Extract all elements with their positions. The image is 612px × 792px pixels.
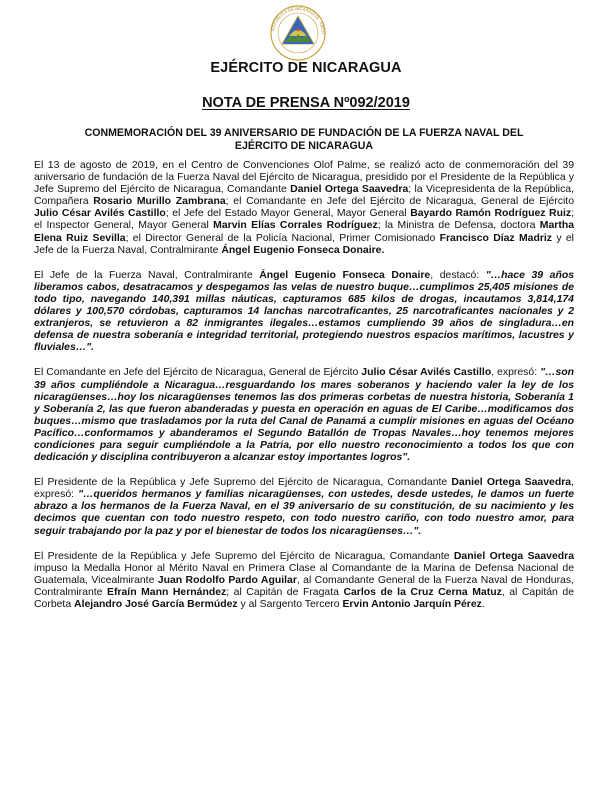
text: ; el Director General de la Policía Nacional, Primer Comisionado [125,232,440,244]
person-name: Efraín Mann Hernández [106,586,227,598]
text: , al Comandante General de la Fuerza Naval de Honduras, Contralmirante [34,574,574,598]
quotation: "…hace 39 años liberamos cabos, desatracamos y despegamos las velas de nuestro buque…cumplimos 25,405 misiones de todo tipo, navegando 140,391 millas náuticas, capturamos 685 kilos de drogas, incautamos 3,814,174 dólares y 100,570 córdobas, capturamos 14 lanchas narcotraficantes, 25 narcotraficantes nacionales y 2 extranjeros, se retuvieron a 82 inmigrantes ilegales…estamos cumpliendo 39 años de singladura…en defensa de nuestra soberanía e integridad territorial, protegiendo nuestros espacios marítimos, lacustres y fluviales…". [34,269,575,354]
person-name: Juan Rodolfo Pardo Aguilar [157,574,297,586]
person-name: Julio César Avilés Castillo [34,208,166,220]
paragraph-4 [34,477,574,537]
paragraph-5 [34,551,574,611]
quotation: "…son 39 años cumpliéndole a Nicaragua…resguardando los mares soberanos y haciendo valer la ley de los nicaragüenses…hoy los nicaragüenses tenemos las dos primeras corbetas de nuestra historia, Soberanía 1 y Soberanía 2, las que fueron abanderadas y puesta en operación en aguas de El Caribe…modificamos dos buques…mismo que trasladamos por la ruta del Canal de Panamá a cumplir misiones en aguas del Océano Pacífico…conformamos y abanderamos el Segundo Batallón de Tropas Navales…hoy tenemos mejores condiciones para seguir cumpliéndole a la Patria, por ello nuestro reconocimiento a todos los que con dedicación y disciplina contribuyeron a alcanzar estoy importantes logros". [34,367,575,464]
text: El Presidente de la República y Jefe Supremo del Ejército de Nicaragua, Comandante [34,550,454,562]
text: , destacó: [430,269,486,281]
person-name: Marvin Elías Corrales Rodríguez [213,220,378,232]
article-body [34,160,574,624]
person-name: Julio César Avilés Castillo [361,367,492,379]
text: y el Jefe de la Fuerza Naval, Contralmirante [34,232,574,256]
person-name: Daniel Ortega Saavedra [290,184,409,196]
person-name: Bayardo Ramón Rodríguez Ruiz [410,208,572,220]
text: y al Sargento Tercero [237,599,343,610]
text: , expresó: [34,477,574,501]
person-name: Ervin Antonio Jarquín Pérez [342,599,482,610]
press-note-label: NOTA DE PRENSA Nº092/2019 [202,95,410,111]
person-name: Daniel Ortega Saavedra [453,550,574,562]
text: El Comandante en Jefe del Ejército de Nicaragua, General de Ejército [34,367,362,379]
text: ; la Vicepresidenta de la República, Compañera [34,184,575,208]
paragraph-1 [34,160,574,257]
text: ; la Ministra de Defensa, doctora [377,220,540,232]
person-name: Martha Elena Ruiz Sevilla [34,220,574,244]
text: ; el Comandante en Jefe del Ejército de Nicaragua, General de Ejército [225,196,575,208]
person-name: Alejandro José García Bermúdez [74,599,238,610]
person-name: Francisco Díaz Madriz [439,232,553,244]
text: ; el Jefe del Estado Mayor General, Mayor General [165,208,411,220]
text: ; el Inspector General, Mayor General [34,208,574,232]
text: , expresó: [491,367,541,379]
quotation: "…queridos hermanos y familias nicaragüenses, con ustedes, desde ustedes, le damos un fuerte abrazo a los hermanos de la Fuerza Naval, en el 39 aniversario de su constitución, de su nacimiento y les decimos que cuentan con todo nuestro respeto, con todo nuestro cariño, con todo nuestro amor, para seguir trabajando por la paz y por el bienestar de todos los nicaragüenses…". [34,489,575,537]
text: , al Capitán de Corbeta [34,586,574,610]
person-name: Ángel Eugenio Fonseca Donaire. [221,244,385,256]
text: El Presidente de la República y Jefe Supremo del Ejército de Nicaragua, Comandante [34,477,452,489]
text: El 13 de agosto de 2019, en el Centro de Convenciones Olof Palme, se realizó acto de conmemoración del 39 aniversario de fundación de la Fuerza Naval del Ejército de Nicaragua, presidido por el Presidente de la República y Jefe Supremo del Ejército de Nicaragua, Comandante [34,160,574,196]
press-note-number [0,95,612,111]
headline: CONMEMORACIÓN DEL 39 ANIVERSARIO DE FUNDACIÓN DE LA FUERZA NAVAL DEL EJÉRCITO DE NICARAGUA [84,127,524,152]
person-name: Rosario Murillo Zambrana [93,196,226,208]
person-name: Carlos de la Cruz Cerna Matuz [343,586,502,598]
person-name: Ángel Eugenio Fonseca Donaire [259,269,431,281]
nicaragua-coat-of-arms-icon [262,4,334,62]
text: . [481,599,485,610]
person-name: Daniel Ortega Saavedra [451,477,572,489]
paragraph-3 [34,367,574,464]
text: El Jefe de la Fuerza Naval, Contralmirante [34,269,260,281]
text: impuso la Medalla Honor al Mérito Naval en Primera Clase al Comandante de la Marina de Defensa Nacional de Guatemala, Vicealmirante [34,562,574,586]
organization-title: EJÉRCITO DE NICARAGUA [210,60,402,76]
paragraph-2 [34,270,574,355]
emblem-ring-text: REPÚBLICA DE NICARAGUA · AMÉR [270,5,327,35]
text: ; al Capitán de Fragata [226,586,344,598]
